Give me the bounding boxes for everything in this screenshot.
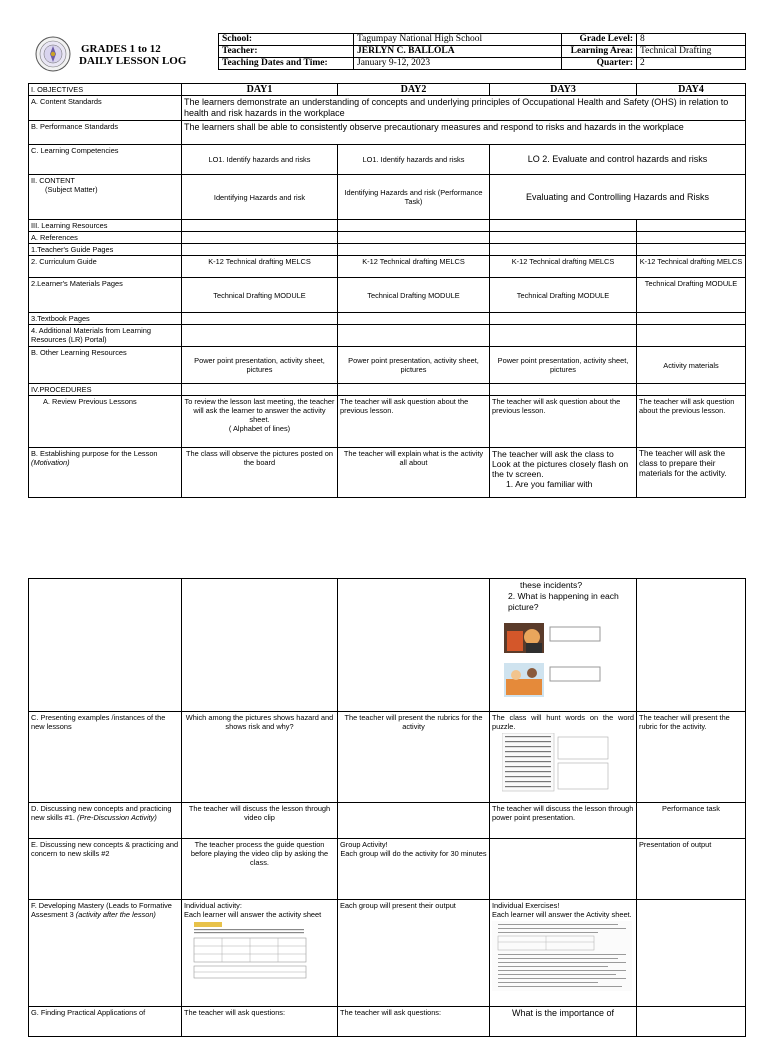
deped-seal-icon <box>35 36 71 72</box>
title-line-1: GRADES 1 to 12 <box>81 43 161 55</box>
purpose-label-text: B. Establishing purpose for the Lesson <box>31 449 158 458</box>
word-puzzle-icon <box>502 733 612 793</box>
practical-day1: The teacher will ask questions: <box>182 1007 338 1037</box>
title-line-2: DAILY LESSON LOG <box>79 55 187 67</box>
mastery-day3 <box>490 900 637 1007</box>
discussing2-day1: The teacher process the guide question before playing the video clip by asking the class. <box>182 839 338 900</box>
hazard-picture-1-icon <box>504 623 604 657</box>
competency-day1: LO1. Identify hazards and risks <box>182 145 338 175</box>
practical-day3: What is the importance of <box>490 1007 637 1037</box>
other-resources-day4: Activity materials <box>637 347 746 384</box>
day1-heading: DAY1 <box>182 84 338 96</box>
activity-sheet-thumbnail-icon <box>184 922 310 982</box>
curriculum-guide-day2: K-12 Technical drafting MELCS <box>338 256 490 278</box>
content-day2: Identifying Hazards and risk (Performance Task) <box>338 175 490 220</box>
presenting-day1: Which among the pictures shows hazard and shows risk and why? <box>182 712 338 803</box>
performance-standards-label: B. Performance Standards <box>29 121 182 145</box>
mastery-label-text: F. Developing Mastery (Leads to Formative Assesment 3 <box>31 901 172 919</box>
discussing2-day2-title: Group Activity! <box>340 840 388 849</box>
dates-value: January 9-12, 2023 <box>354 58 562 70</box>
competency-day2: LO1. Identify hazards and risks <box>338 145 490 175</box>
area-value: Technical Drafting <box>637 46 746 58</box>
page-2 <box>0 578 768 1024</box>
review-day2: The teacher will ask question about the previous lesson. <box>338 396 490 448</box>
question-1-continued: these incidents? <box>520 580 583 590</box>
discussing1-label <box>29 803 182 839</box>
additional-materials-label: 4. Additional Materials from Learning Resources (LR) Portal) <box>29 325 182 347</box>
mastery-label <box>29 900 182 1007</box>
curriculum-guide-day1: K-12 Technical drafting MELCS <box>182 256 338 278</box>
textbook-pages-label: 3.Textbook Pages <box>29 313 182 325</box>
review-label: A. Review Previous Lessons <box>29 396 182 448</box>
discussing1-day1: The teacher will discuss the lesson through video clip <box>182 803 338 839</box>
mastery-day2: Each group will present their output <box>338 900 490 1007</box>
discussing2-label: E. Discussing new concepts & practicing and concern to new skills #2 <box>29 839 182 900</box>
discussing1-day4: Performance task <box>637 803 746 839</box>
discussing2-day2 <box>338 839 490 900</box>
other-resources-day2: Power point presentation, activity sheet, pictures <box>338 347 490 384</box>
practical-label: G. Finding Practical Applications of <box>29 1007 182 1037</box>
practical-day2: The teacher will ask questions: <box>338 1007 490 1037</box>
day2-heading: DAY2 <box>338 84 490 96</box>
area-label: Learning Area: <box>562 46 637 58</box>
continued-questions <box>490 579 637 712</box>
discussing1-label-text: D. Discussing new concepts and practicing new skills #1. <box>31 804 172 822</box>
learners-materials-label: 2.Learner's Materials Pages <box>29 278 182 313</box>
references-label: A. References <box>29 232 182 244</box>
grade-label: Grade Level: <box>562 34 637 46</box>
day3-heading: DAY3 <box>490 84 637 96</box>
header-table <box>218 33 746 70</box>
purpose-day2: The teacher will explain what is the activity all about <box>338 448 490 498</box>
dates-label: Teaching Dates and Time: <box>219 58 354 70</box>
curriculum-guide-label: 2. Curriculum Guide <box>29 256 182 278</box>
teacher-value: JERLYN C. BALLOLA <box>354 46 562 58</box>
presenting-day3-text: The class will hunt words on the word puzzle. <box>492 713 634 731</box>
review-day1-note: ( Alphabet of lines) <box>228 424 291 433</box>
learners-materials-day3: Technical Drafting MODULE <box>490 278 637 313</box>
page-1 <box>0 0 768 510</box>
mastery-day1-title: Individual activity: <box>184 901 242 910</box>
other-resources-label: B. Other Learning Resources <box>29 347 182 384</box>
mastery-day1 <box>182 900 338 1007</box>
school-value: Tagumpay National High School <box>354 34 562 46</box>
curriculum-guide-day3: K-12 Technical drafting MELCS <box>490 256 637 278</box>
day4-heading: DAY4 <box>637 84 746 96</box>
review-day1 <box>182 396 338 448</box>
purpose-label <box>29 448 182 498</box>
curriculum-guide-day4: K-12 Technical drafting MELCS <box>637 256 746 278</box>
teacher-label: Teacher: <box>219 46 354 58</box>
discussing1-day3: The teacher will discuss the lesson through power point presentation. <box>490 803 637 839</box>
learners-materials-day1: Technical Drafting MODULE <box>182 278 338 313</box>
content-standards-label: A. Content Standards <box>29 96 182 121</box>
procedures-label: IV.PROCEDURES <box>29 384 182 396</box>
teachers-guide-label: 1.Teacher's Guide Pages <box>29 244 182 256</box>
purpose-day4: The teacher will ask the class to prepare their materials for the activity. <box>637 448 746 498</box>
learners-materials-day4: Technical Drafting MODULE <box>637 278 746 313</box>
competency-day34: LO 2. Evaluate and control hazards and risks <box>490 145 746 175</box>
discussing2-day4: Presentation of output <box>637 839 746 900</box>
content-title: II. CONTENT <box>31 176 75 185</box>
question-2: 2. What is happening in each picture? <box>508 591 619 612</box>
presenting-day4: The teacher will present the rubric for the activity. <box>637 712 746 803</box>
discussing2-day2-text: Each group will do the activity for 30 minutes <box>340 849 487 858</box>
purpose-day3 <box>490 448 637 498</box>
review-day1-text: To review the lesson last meeting, the teacher will ask the learner to answer the activity sheet. <box>184 397 335 424</box>
purpose-day1: The class will observe the pictures posted on the board <box>182 448 338 498</box>
performance-standards-text: The learners shall be able to consistently observe precautionary measures and respond to risks and hazards in the workplace <box>182 121 746 145</box>
content-standards-text: The learners demonstrate an understanding of concepts and underlying principles of Occupational Health and Safety (OHS) in relation to health and risk hazards in the workplace <box>182 96 746 121</box>
review-day3: The teacher will ask question about the previous lesson. <box>490 396 637 448</box>
exercise-sheet-thumbnail-icon <box>492 921 632 991</box>
content-day1: Identifying Hazards and risk <box>182 175 338 220</box>
competencies-label: C. Learning Competencies <box>29 145 182 175</box>
discussing1-label-italic: (Pre-Discussion Activity) <box>77 813 157 822</box>
quarter-label: Quarter: <box>562 58 637 70</box>
grade-value: 8 <box>637 34 746 46</box>
school-label: School: <box>219 34 354 46</box>
presenting-day3 <box>490 712 637 803</box>
lesson-table-page-1 <box>28 83 746 498</box>
page-title <box>79 43 186 67</box>
mastery-day3-title: Individual Exercises! <box>492 901 560 910</box>
quarter-value: 2 <box>637 58 746 70</box>
purpose-day3-question: 1. Are you familiar with <box>506 479 593 489</box>
mastery-day1-text: Each learner will answer the activity sheet <box>184 910 322 919</box>
objectives-label: I. OBJECTIVES <box>29 84 182 96</box>
presenting-day2: The teacher will present the rubrics for the activity <box>338 712 490 803</box>
learners-materials-day2: Technical Drafting MODULE <box>338 278 490 313</box>
content-day34: Evaluating and Controlling Hazards and Risks <box>490 175 746 220</box>
purpose-label-italic: (Motivation) <box>31 458 70 467</box>
mastery-label-italic: (activity after the lesson) <box>75 910 156 919</box>
learning-resources-label: III. Learning Resources <box>29 220 182 232</box>
hazard-picture-2-icon <box>504 663 604 699</box>
review-day4: The teacher will ask question about the previous lesson. <box>637 396 746 448</box>
content-label <box>29 175 182 220</box>
other-resources-day3: Power point presentation, activity sheet, pictures <box>490 347 637 384</box>
purpose-day3-text: The teacher will ask the class to Look at the pictures closely flash on the tv screen. <box>492 449 629 479</box>
lesson-table-page-2 <box>28 578 746 1037</box>
other-resources-day1: Power point presentation, activity sheet, pictures <box>182 347 338 384</box>
mastery-day3-text: Each learner will answer the Activity sheet. <box>492 910 632 919</box>
presenting-label: C. Presenting examples /instances of the new lessons <box>29 712 182 803</box>
content-subtitle: (Subject Matter) <box>45 185 98 194</box>
